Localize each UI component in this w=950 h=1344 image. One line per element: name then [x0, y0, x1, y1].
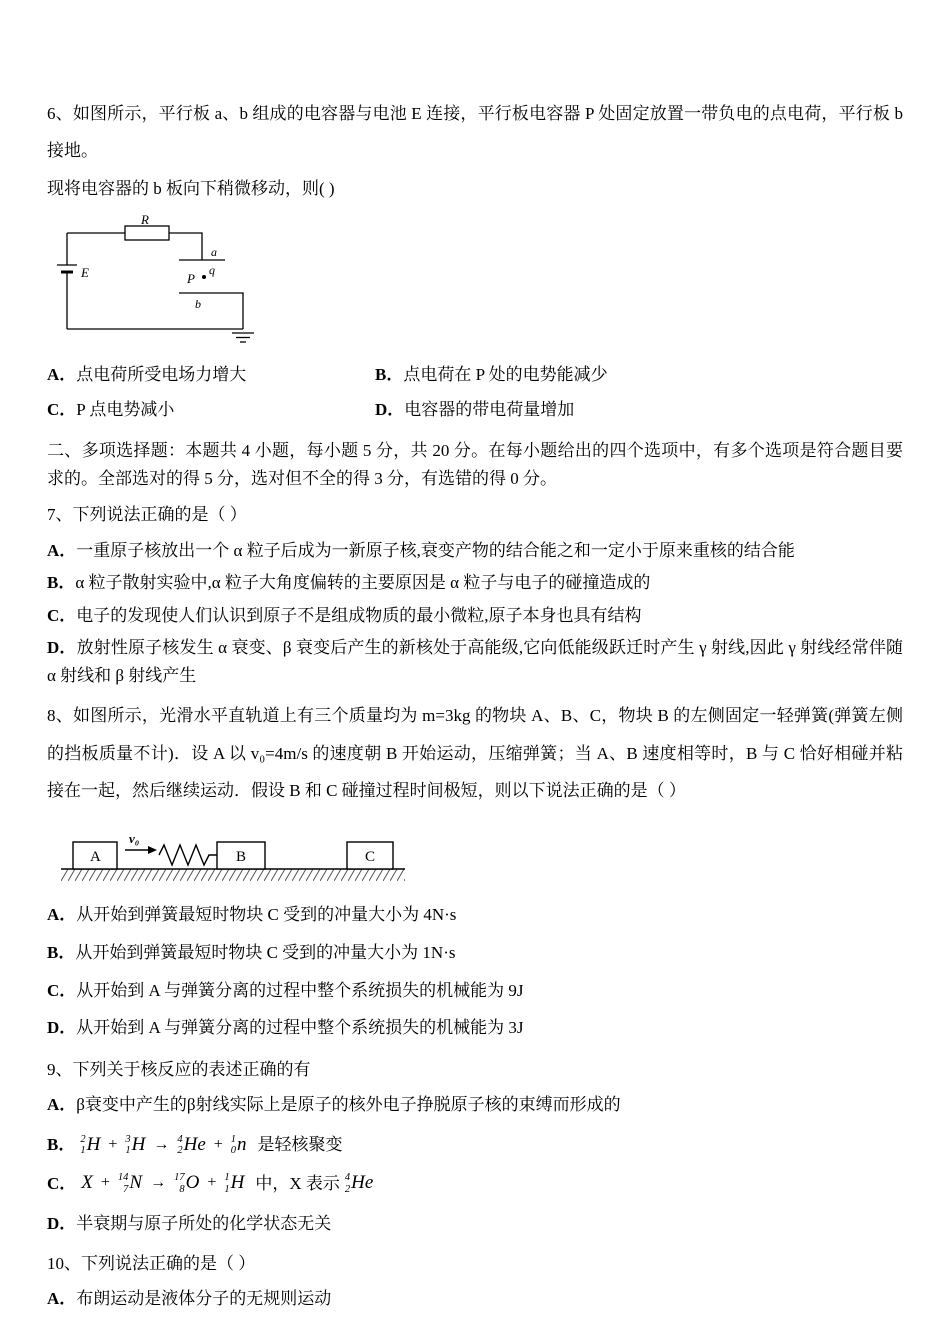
q7-option-a-text: 一重原子核放出一个 α 粒子后成为一新原子核,衰变产物的结合能之和一定小于原来重核的结合能: [76, 540, 795, 560]
q8-option-c: [47, 979, 903, 1004]
q8-option-b-label: B．: [47, 943, 76, 963]
label-plate-a: a: [211, 245, 217, 260]
label-plate-b: b: [195, 297, 201, 312]
q8-option-a: [47, 903, 903, 928]
q9-stem: 9、下列关于核反应的表述正确的有: [47, 1059, 311, 1079]
q9-option-b-formula: 2 1 H + 3 1 H → 4 2 He + 1 0 n: [80, 1133, 247, 1157]
q6-option-b-text: 点电荷在 P 处的电势能减少: [403, 365, 608, 385]
label-block-A: A: [90, 849, 101, 866]
label-charge-q: q: [209, 263, 215, 278]
velocity-arrow-head: [148, 846, 157, 854]
label-point-p: P: [187, 271, 195, 287]
q6-option-d-label: D．: [375, 400, 405, 420]
point-charge: [202, 275, 206, 279]
blocks-svg: [47, 821, 419, 885]
q6-option-c: [47, 393, 375, 427]
q9-option-a-label: A．: [47, 1095, 77, 1115]
q7-option-c-label: C．: [47, 605, 77, 625]
q10-option-a-text: 布朗运动是液体分子的无规则运动: [76, 1288, 332, 1308]
q10-option-a: [47, 1285, 903, 1313]
q6-option-c-label: C．: [47, 400, 77, 420]
q6-stem: [47, 95, 903, 207]
q9-option-d-label: D．: [47, 1214, 77, 1234]
q10-stem: 10、下列说法正确的是（ ）: [47, 1253, 256, 1273]
label-block-B: B: [236, 849, 247, 866]
q7-option-d-label: D．: [47, 638, 77, 658]
q8-option-b: [47, 941, 903, 966]
q9-option-a-text: β衰变中产生的β射线实际上是原子的核外电子挣脱原子核的束缚而形成的: [76, 1095, 621, 1115]
q8-option-b-text: 从开始到弹簧最短时物块 C 受到的冲量大小为 1N·s: [75, 943, 456, 963]
q7-option-b: [47, 569, 903, 597]
wire-to-ground: [225, 293, 243, 329]
label-battery: E: [81, 265, 89, 281]
label-v0: v₀: [129, 831, 140, 847]
q9-option-b-text: 是轻核聚变: [257, 1135, 343, 1155]
q8-option-d-label: D．: [47, 1018, 77, 1038]
label-block-C: C: [365, 849, 376, 866]
q6-options-row-1: [47, 358, 903, 392]
q9-option-d-text: 半衰期与原子所处的化学状态无关: [76, 1214, 332, 1234]
ground-hatching: [61, 869, 405, 881]
circuit-svg: [47, 215, 279, 351]
q6-option-b: [375, 358, 608, 392]
q6-options-row-2: [47, 393, 903, 427]
q9-option-c-formula: X + 14 7 N → 17 8 O + 1 1 H: [81, 1172, 245, 1195]
wire-top-right: [169, 233, 202, 260]
q8-option-d: [47, 1016, 903, 1041]
spring: [159, 845, 217, 865]
q8-option-a-text: 从开始到弹簧最短时物块 C 受到的冲量大小为 4N·s: [76, 905, 457, 925]
q10-option-a-label: A．: [47, 1288, 77, 1308]
q8-option-a-label: A．: [47, 905, 77, 925]
q6-option-d: [375, 393, 574, 427]
q6-option-d-text: 电容器的带电荷量增加: [404, 400, 575, 420]
q9-option-b-label: B．: [47, 1135, 76, 1155]
q9-option-c-label: C．: [47, 1173, 77, 1193]
q7-option-d: [47, 634, 903, 689]
q6-stem-line2: 现将电容器的 b 板向下稍微移动，则( ): [47, 178, 335, 198]
q9-option-c: [47, 1171, 903, 1196]
q9-option-a: [47, 1091, 903, 1119]
q7-option-b-text: α 粒子散射实验中,α 粒子大角度偏转的主要原因是 α 粒子与电子的碰撞造成的: [75, 573, 651, 593]
q8-stem: 8、如图所示，光滑水平直轨道上有三个质量均为 m=3kg 的物块 A、B、C，物块 B 的左侧固定一轻弹簧(弹簧左侧的挡板质量不计)．设 A 以 v₀=4m/s 的速度朝 B 开始运动，压缩弹簧；当 A、B 速度相等时，B 与 C 恰好相碰并粘接在一起，然后继续运动．假设 B 和 C 碰撞过程时间极短，则以下说法正确的是（ ）: [47, 706, 903, 800]
q7-option-c-text: 电子的发现使人们认识到原子不是组成物质的最小微粒,原子本身也具有结构: [76, 605, 642, 625]
q9-option-d: [47, 1210, 903, 1238]
q9-option-c-formula-2: 4 2 He: [344, 1172, 374, 1195]
q6-circuit-figure: [47, 215, 903, 356]
q7-stem: 7、下列说法正确的是（ ）: [47, 505, 247, 525]
resistor: [125, 226, 169, 240]
label-resistor: R: [141, 215, 149, 228]
q6-option-a-label: A．: [47, 365, 77, 385]
q8-option-d-text: 从开始到 A 与弹簧分离的过程中整个系统损失的机械能为 3J: [76, 1018, 524, 1038]
q6-option-b-label: B．: [375, 365, 404, 385]
q7-option-c: [47, 602, 903, 630]
q9-option-b: [47, 1133, 903, 1158]
q7-option-d-text: 放射性原子核发生 α 衰变、β 衰变后产生的新核处于高能级,它向低能级跃迁时产生 γ 射线,因此 γ 射线经常伴随 α 射线和 β 射线产生: [47, 638, 903, 685]
q7-option-b-label: B．: [47, 573, 76, 593]
q6-stem-line1: 6、如图所示，平行板 a、b 组成的电容器与电池 E 连接，平行板电容器 P 处固定放置一带负电的点电荷，平行板 b 接地。: [47, 104, 903, 161]
q7-option-a-label: A．: [47, 540, 77, 560]
q9-option-c-text: 中，X 表示: [255, 1173, 340, 1193]
section-2-header: 二、多项选择题：本题共 4 小题，每小题 5 分，共 20 分。在每小题给出的四个选项中，有多个选项是符合题目要求的。全部选对的得 5 分，选对但不全的得 3 分，有选错的得 0 分。: [47, 441, 903, 489]
q6-option-a: [47, 358, 375, 392]
q6-option-a-text: 点电荷所受电场力增大: [76, 365, 247, 385]
q8-blocks-figure: [47, 821, 903, 890]
q8-option-c-text: 从开始到 A 与弹簧分离的过程中整个系统损失的机械能为 9J: [76, 980, 524, 1000]
q7-option-a: [47, 537, 903, 565]
q6-option-c-text: P 点电势减小: [76, 400, 175, 420]
q8-option-c-label: C．: [47, 980, 77, 1000]
